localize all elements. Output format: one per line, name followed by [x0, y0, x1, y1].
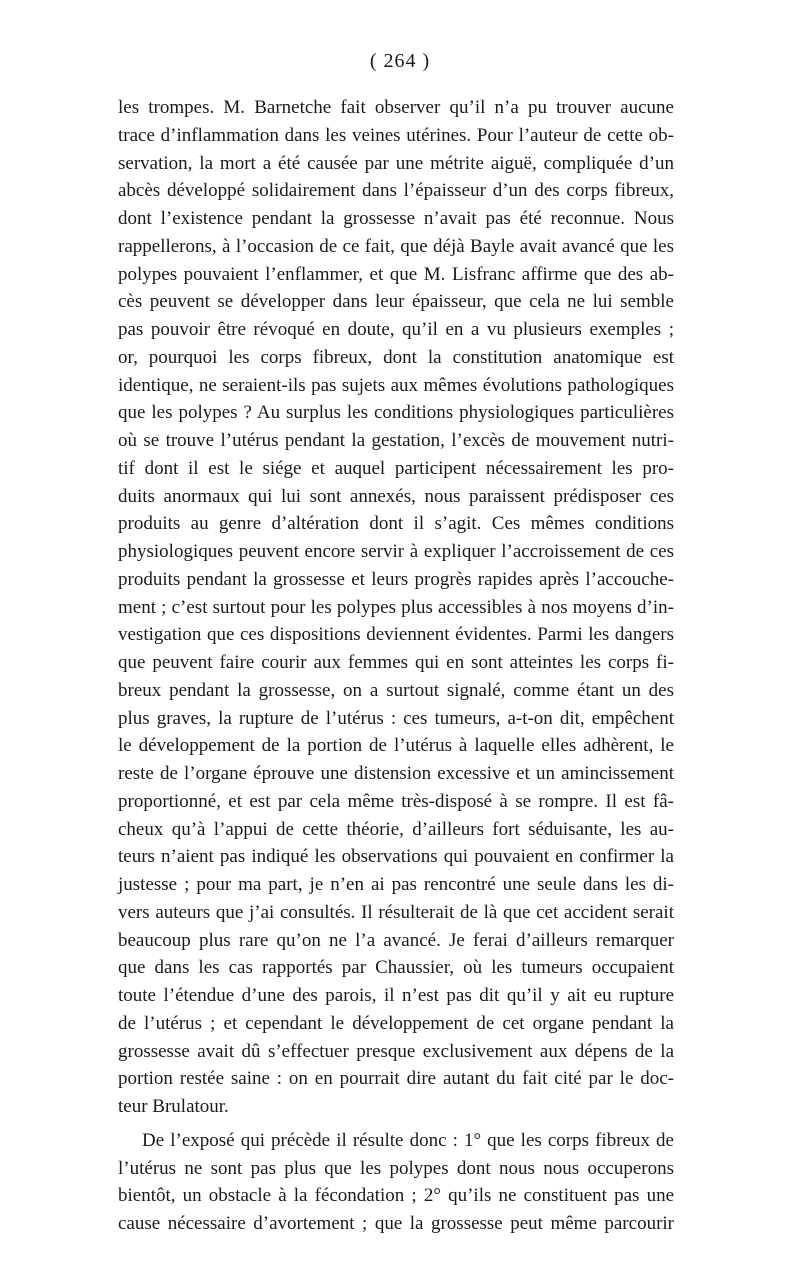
text-line: vestigation que ces dispositions deviennent évidentes. Parmi les dangers: [118, 624, 674, 646]
text-line: dont l’existence pendant la grossesse n’avait pas été reconnue. Nous: [118, 208, 674, 229]
text-line: toute l’étendue d’une des parois, il n’est pas dit qu’il y ait eu rupture: [118, 985, 674, 1006]
paragraph: [118, 94, 674, 1121]
paragraph: [118, 1127, 674, 1238]
text-line: que dans les cas rapportés par Chaussier, où les tumeurs occupaient: [118, 957, 674, 979]
text-line: reste de l’organe éprouve une distension excessive et un amincissement: [118, 763, 674, 784]
text-line: plus graves, la rupture de l’utérus : ces tumeurs, a-t-on dit, empêchent: [118, 707, 674, 729]
text-line: proportionné, et est par cela même très-disposé à se rompre. Il est fâ-: [118, 790, 674, 812]
text-line: servation, la mort a été causée par une métrite aiguë, compliquée d’un: [118, 152, 674, 174]
text-line: physiologiques peuvent encore servir à expliquer l’accroissement de ces: [118, 541, 674, 562]
text-line: teurs n’aient pas indiqué les observations qui pouvaient en confirmer la: [118, 846, 674, 868]
text-line: teur Brulatour.: [118, 1096, 229, 1117]
body-text: [118, 94, 674, 1238]
text-line: cause nécessaire d’avortement ; que la grossesse peut même parcourir: [118, 1213, 674, 1234]
text-line: que peuvent faire courir aux femmes qui en sont atteintes les corps fi-: [118, 652, 674, 673]
text-line: vers auteurs que j’ai consultés. Il résulterait de là que cet accident serait: [118, 901, 674, 923]
text-line: que les polypes ? Au surplus les conditions physiologiques particulières: [118, 402, 674, 424]
text-line: de l’utérus ; et cependant le développement de cet organe pendant la: [118, 1012, 674, 1034]
text-line: le développement de la portion de l’utérus à laquelle elles adhèrent, le: [118, 735, 674, 757]
page-number: ( 264 ): [369, 50, 431, 72]
text-line: l’utérus ne sont pas plus que les polypes dont nous nous occuperons: [118, 1157, 674, 1179]
text-line: cheux qu’à l’appui de cette théorie, d’ailleurs fort séduisante, les au-: [118, 818, 674, 840]
text-line: duits anormaux qui lui sont annexés, nous paraissent prédisposer ces: [118, 485, 674, 507]
text-line: pas pouvoir être révoqué en doute, qu’il en a vu plusieurs exemples ;: [118, 319, 674, 340]
text-line: grossesse avait dû s’effectuer presque exclusivement aux dépens de la: [118, 1040, 674, 1062]
text-line: tif dont il est le siége et auquel participent nécessairement les pro-: [118, 457, 674, 479]
text-line: beaucoup plus rare qu’on ne l’a avancé. Je ferai d’ailleurs remarquer: [118, 929, 674, 951]
text-line: identique, ne seraient-ils pas sujets aux mêmes évolutions pathologiques: [118, 374, 674, 396]
text-line: ment ; c’est surtout pour les polypes plus accessibles à nos moyens d’in-: [118, 596, 674, 618]
text-line: cès peuvent se développer dans leur épaisseur, que cela ne lui semble: [118, 291, 674, 313]
text-line: or, pourquoi les corps fibreux, dont la constitution anatomique est: [118, 346, 674, 368]
text-line: polypes pouvaient l’enflammer, et que M. Lisfranc affirme que des ab-: [118, 263, 674, 285]
text-line: les trompes. M. Barnetche fait observer qu’il n’a pu trouver aucune: [118, 97, 674, 118]
text-line: bientôt, un obstacle à la fécondation ; 2° qu’ils ne constituent pas une: [118, 1185, 674, 1207]
text-line: breux pendant la grossesse, on a surtout signalé, comme étant un des: [118, 679, 674, 701]
text-line: produits au genre d’altération dont il s’agit. Ces mêmes conditions: [118, 513, 674, 535]
text-line: rappellerons, à l’occasion de ce fait, que déjà Bayle avait avancé que les: [118, 235, 674, 257]
text-line: portion restée saine : on en pourrait dire autant du fait cité par le doc-: [118, 1068, 674, 1090]
text-line: De l’exposé qui précède il résulte donc : 1° que les corps fibreux de: [142, 1129, 674, 1151]
text-line: où se trouve l’utérus pendant la gestation, l’excès de mouvement nutri-: [118, 430, 674, 451]
text-line: justesse ; pour ma part, je n’en ai pas rencontré une seule dans les di-: [118, 874, 674, 895]
text-line: abcès développé solidairement dans l’épaisseur d’un des corps fibreux,: [118, 180, 674, 202]
text-line: trace d’inflammation dans les veines utérines. Pour l’auteur de cette ob-: [118, 124, 674, 146]
text-line: produits pendant la grossesse et leurs progrès rapides après l’accouche-: [118, 568, 674, 590]
